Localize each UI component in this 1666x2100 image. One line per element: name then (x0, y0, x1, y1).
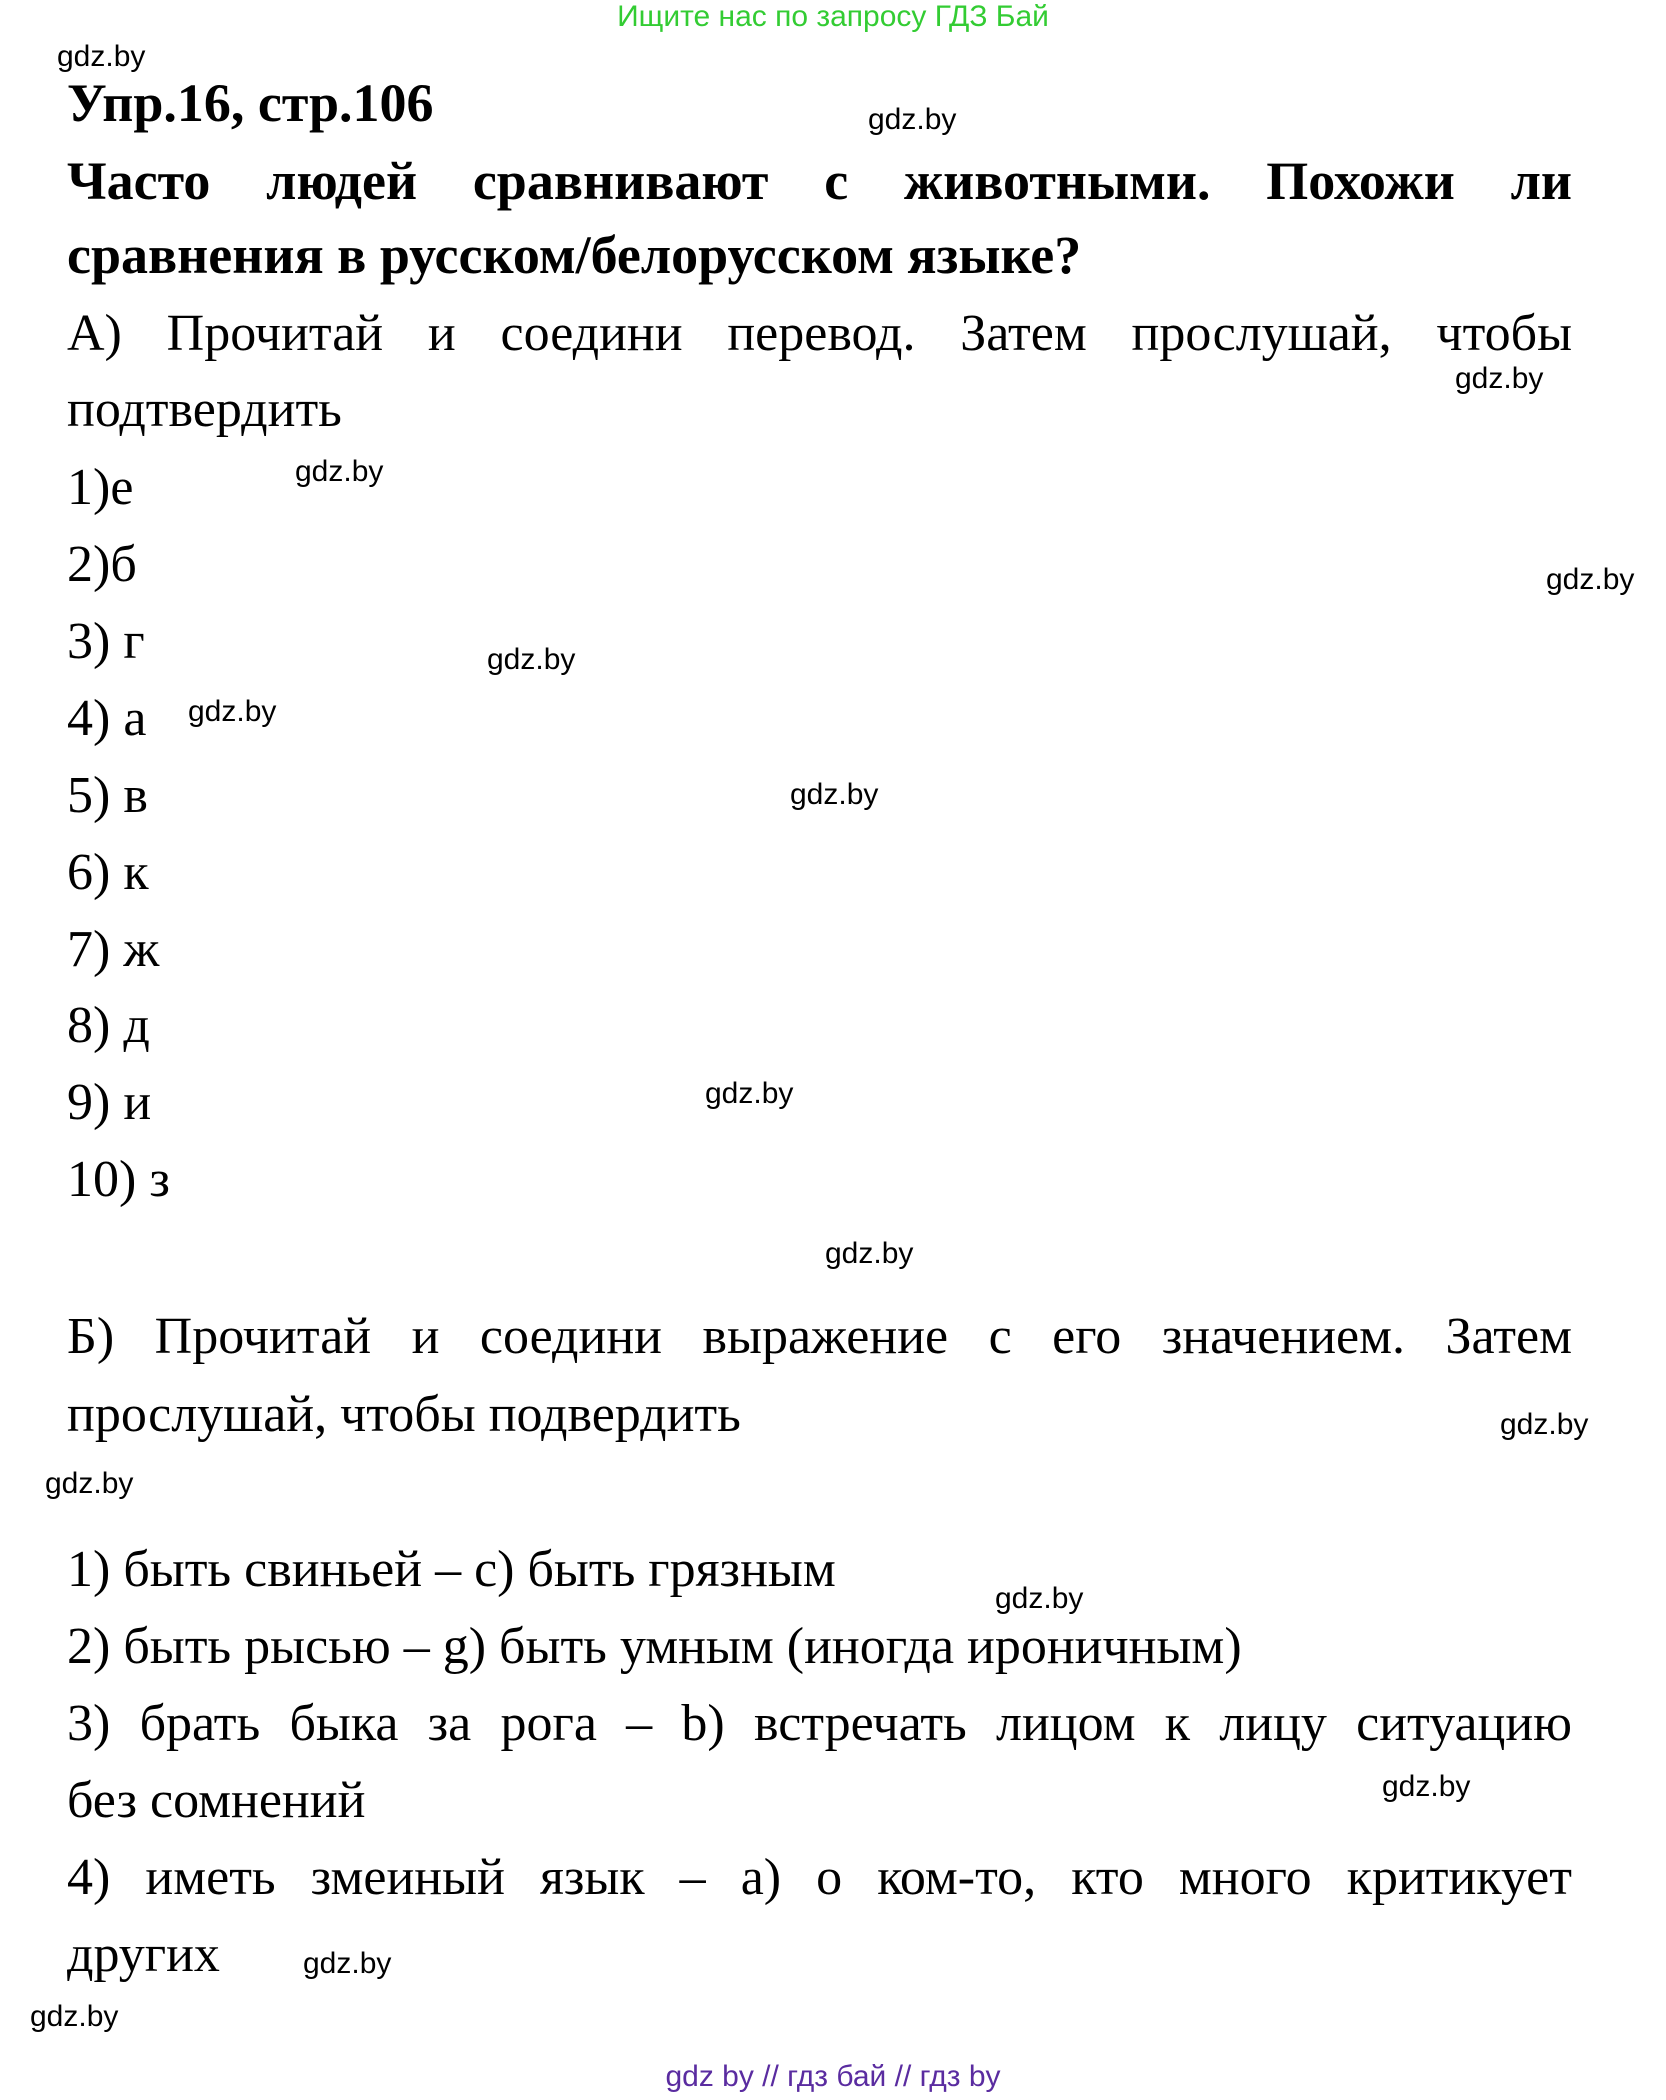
watermark: gdz.by (1382, 1770, 1471, 1803)
watermark: gdz.by (295, 455, 384, 488)
expression-item: 4) иметь змеиный язык – a) о ком-то, кто много критикует (67, 1849, 1572, 1906)
question-line: Часто людей сравнивают с животными. Похожи ли (67, 151, 1572, 211)
answer-item: 2)б (67, 536, 137, 593)
watermark: gdz.by (868, 103, 957, 136)
answer-item: 7) ж (67, 921, 160, 978)
footer-links[interactable]: gdz by // гдз бай // гдз by (665, 2060, 1001, 2093)
expression-item: 2) быть рысью – g) быть умным (иногда ироничным) (67, 1618, 1242, 1675)
watermark: gdz.by (303, 1947, 392, 1980)
watermark: gdz.by (487, 643, 576, 676)
expression-item: 1) быть свиньей – c) быть грязным (67, 1541, 836, 1598)
top-banner[interactable]: Ищите нас по запросу ГДЗ Бай (617, 0, 1049, 33)
watermark: gdz.by (1500, 1408, 1589, 1441)
part-b-instruction: прослушай, чтобы подвердить (67, 1386, 741, 1443)
watermark: gdz.by (1546, 563, 1635, 596)
answer-item: 1)е (67, 459, 134, 516)
answer-item: 5) в (67, 767, 148, 824)
watermark: gdz.by (995, 1582, 1084, 1615)
expression-item-continued: без сомнений (67, 1772, 366, 1829)
watermark: gdz.by (825, 1237, 914, 1270)
watermark: gdz.by (1455, 362, 1544, 395)
expression-item: 3) брать быка за рога – b) встречать лицом к лицу ситуацию (67, 1695, 1572, 1752)
page-title: Упр.16, стр.106 (67, 73, 434, 133)
part-a-instruction: подтвердить (67, 381, 342, 438)
answer-item: 9) и (67, 1074, 152, 1131)
answer-item: 3) г (67, 613, 145, 670)
watermark: gdz.by (790, 778, 879, 811)
watermark: gdz.by (705, 1077, 794, 1110)
watermark: gdz.by (188, 695, 277, 728)
answer-item: 8) д (67, 997, 150, 1054)
part-a-instruction: А) Прочитай и соедини перевод. Затем прослушай, чтобы (67, 305, 1572, 362)
watermark: gdz.by (57, 40, 146, 73)
answer-item: 10) з (67, 1151, 170, 1208)
watermark: gdz.by (45, 1467, 134, 1500)
expression-item-continued: других (67, 1926, 220, 1983)
question-line: сравнения в русском/белорусском языке? (67, 225, 1082, 285)
answer-item: 4) а (67, 690, 147, 747)
part-b-instruction: Б) Прочитай и соедини выражение с его значением. Затем (67, 1308, 1572, 1365)
watermark: gdz.by (30, 2000, 119, 2033)
answer-item: 6) к (67, 844, 149, 901)
